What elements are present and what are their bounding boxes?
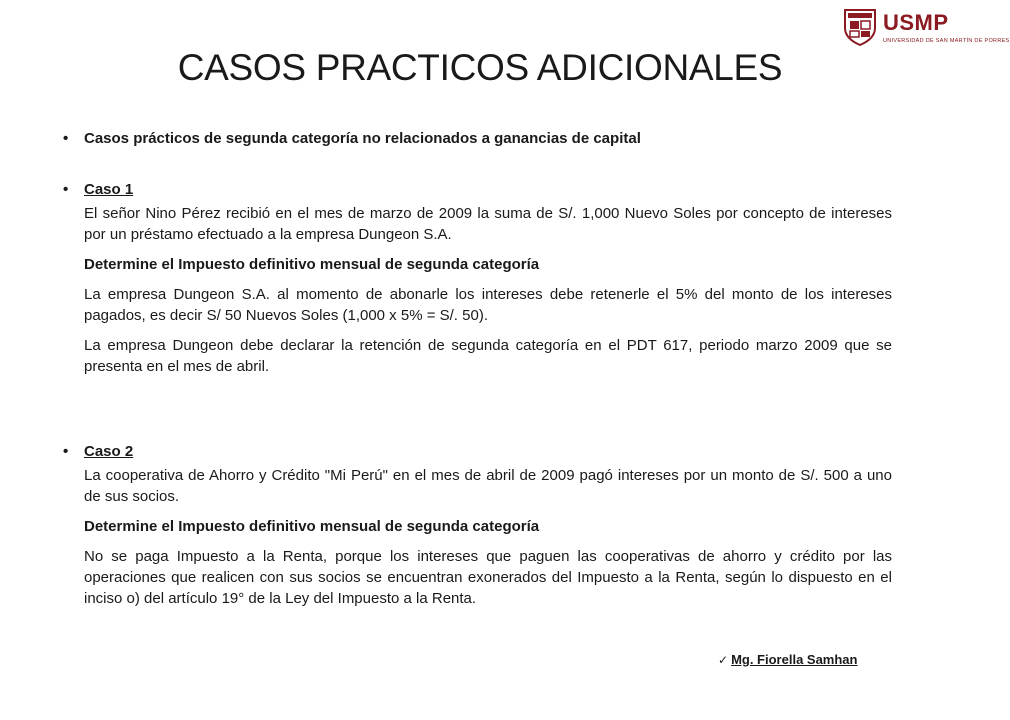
bullet-icon: • — [63, 130, 69, 147]
caso1-paragraph-1: El señor Nino Pérez recibió en el mes de marzo de 2009 la suma de S/. 1,000 Nuevo Soles por concepto de intereses por un préstamo efectuado a la empresa Dungeon S.A. — [84, 205, 892, 243]
caso2-bullet — [62, 441, 892, 462]
caso2-heading: Caso 2 — [84, 443, 134, 460]
bullet-icon: • — [63, 443, 69, 460]
caso2-question: Determine el Impuesto definitivo mensual de segunda categoría — [84, 518, 540, 535]
usmp-logo — [843, 8, 1010, 48]
author-name: Mg. Fiorella Samhan — [731, 652, 858, 667]
caso1-paragraph-3: La empresa Dungeon debe declarar la retención de segunda categoría en el PDT 617, periodo marzo 2009 que se presenta en el mes de abril. — [84, 337, 892, 375]
university-shield-icon — [843, 8, 877, 46]
bullet-icon: • — [63, 181, 69, 198]
caso2-paragraph-1: La cooperativa de Ahorro y Crédito "Mi Perú" en el mes de abril de 2009 pagó intereses por un monto de S/. 500 a uno de sus socios. — [84, 467, 892, 505]
caso1-paragraph-2: La empresa Dungeon S.A. al momento de abonarle los intereses debe retenerle el 5% del monto de los intereses pagados, es decir S/ 50 Nuevos Soles (1,000 x 5% = S/. 50). — [84, 286, 892, 324]
caso1-question: Determine el Impuesto definitivo mensual de segunda categoría — [84, 256, 540, 273]
logo-name: USMP — [883, 10, 949, 35]
intro-text: Casos prácticos de segunda categoría no relacionados a ganancias de capital — [84, 130, 641, 147]
caso2-paragraph-2: No se paga Impuesto a la Renta, porque los intereses que paguen las cooperativas de ahorro y crédito por las operaciones que realicen con sus socios se encuentran exonerados del Impuesto a la Renta, según lo dispuesto en el inciso o) del artículo 19° de la Ley del Impuesto a la Renta. — [84, 548, 892, 607]
author-signature — [718, 652, 857, 667]
caso1-bullet — [62, 179, 892, 200]
slide-body — [62, 128, 892, 609]
caso1-heading: Caso 1 — [84, 181, 134, 198]
checkmark-icon: ✓ — [718, 653, 729, 667]
intro-bullet — [62, 128, 892, 149]
page-title: CASOS PRACTICOS ADICIONALES — [177, 47, 783, 88]
logo-subtitle: UNIVERSIDAD DE SAN MARTÍN DE PORRES — [883, 38, 1010, 44]
